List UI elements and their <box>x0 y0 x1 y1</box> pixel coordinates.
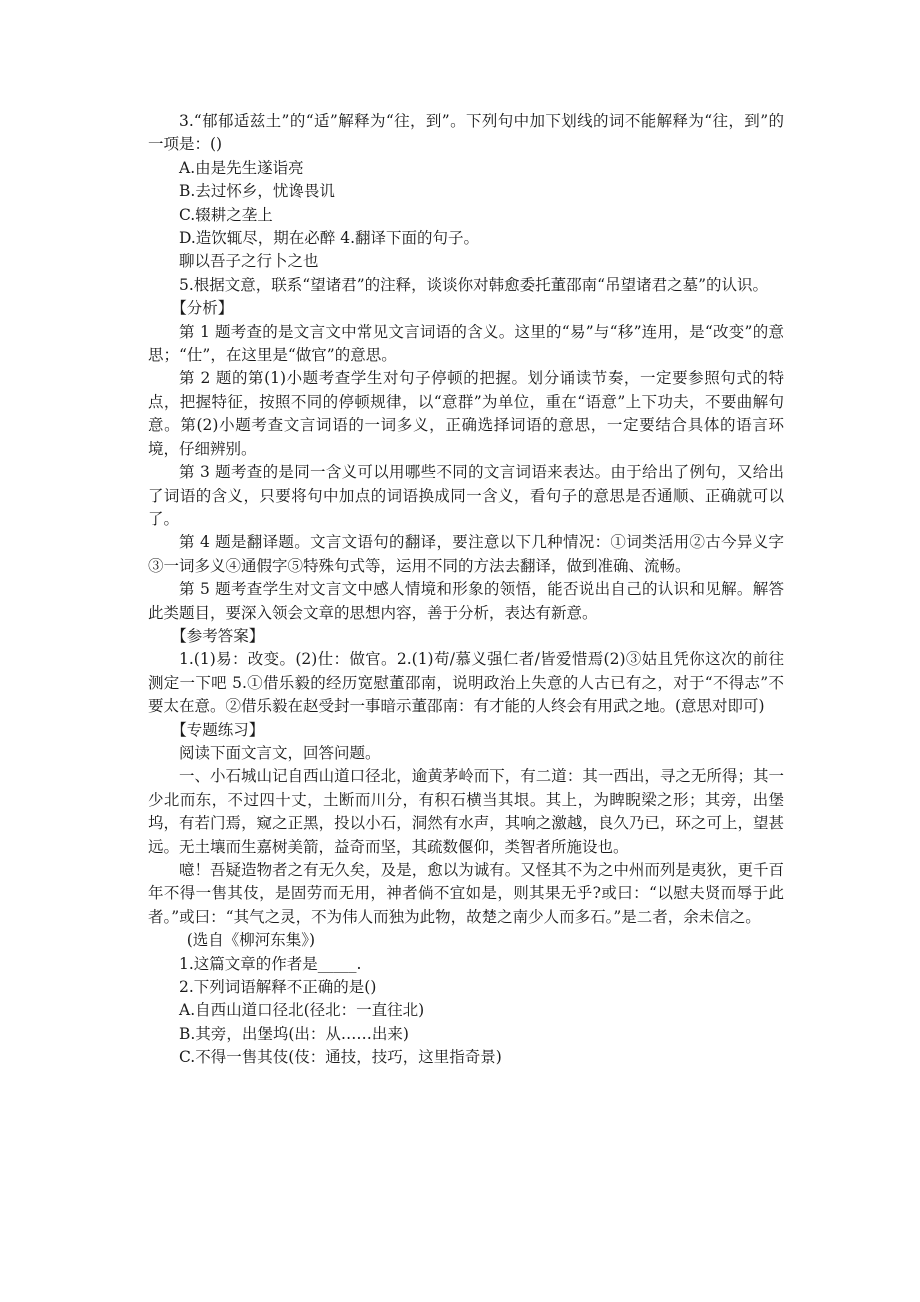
passage-paragraph-2: 噫！吾疑造物者之有无久矣，及是，愈以为诚有。又怪其不为之中州而列是夷狄，更千百年不得一售其伎，是固劳而无用，神者倘不宜如是，则其果无乎?或曰：“以慰夫贤而辱于此者。”或曰：“其气之灵，不为伟人而独为此物，故楚之南少人而多石。”是二者，余未信之。 <box>148 861 784 926</box>
practice-question-2-option-a: A.自西山道口径北(径北：一直往北) <box>179 1001 425 1020</box>
analysis-item-3: 第 3 题考查的是同一含义可以用哪些不同的文言词语来表达。由于给出了例句，又给出了词语的含义，只要将句中加点的词语换成同一含义，看句子的意思是否通顺、正确就可以了。 <box>148 463 784 528</box>
passage-paragraph-1: 一、小石城山记自西山道口径北，逾黄茅岭而下，有二道：其一西出，寻之无所得；其一少北而东，不过四十丈，土断而川分，有积石横当其垠。其上，为睥睨梁之形；其旁，出堡坞，有若门焉，窥之正黑，投以小石，洞然有水声，其响之激越，良久乃已，环之可上，望甚远。无土壤而生嘉树美箭，益奇而坚，其疏数偃仰，类智者所施设也。 <box>148 767 784 856</box>
answer-heading: 【参考答案】 <box>171 626 265 645</box>
practice-question-1: 1.这篇文章的作者是_____. <box>179 954 362 973</box>
practice-heading: 【专题练习】 <box>171 720 265 739</box>
practice-question-2-option-b: B.其旁，出堡坞(出：从……出来) <box>179 1024 409 1043</box>
document-body <box>148 110 784 1070</box>
analysis-item-1: 第 1 题考查的是文言文中常见文言词语的含义。这里的“易”与“移”连用，是“改变”的意思；“仕”，在这里是“做官”的意思。 <box>148 322 784 365</box>
practice-instruction: 阅读下面文言文，回答问题。 <box>179 743 381 762</box>
analysis-item-4: 第 4 题是翻译题。文言文语句的翻译，要注意以下几种情况：①词类活用②古今异义字③一词多义④通假字⑤特殊句式等，运用不同的方法去翻译，做到准确、流畅。 <box>148 533 784 575</box>
question-5-stem: 5.根据文意，联系“望诸君”的注释，谈谈你对韩愈委托董邵南“吊望诸君之墓”的认识。 <box>179 275 768 294</box>
question-3-stem: 3.“郁郁适兹土”的“适”解释为“往，到”。下列句中加下划线的词不能解释为“往，到”的一项是：() <box>148 112 784 154</box>
passage-source: (选自《柳河东集》) <box>186 931 316 950</box>
analysis-item-2: 第 2 题的第(1)小题考查学生对句子停顿的把握。划分诵读节奏，一定要参照句式的特点，把握特征，按照不同的停顿规律，以“意群”为单位，重在“语意”上下功夫，不要曲解句意。第(2)小题考查文言词语的一词多义，正确选择词语的意思，一定要结合具体的语言环境，仔细辨别。 <box>148 369 784 458</box>
question-3-option-a: A.由是先生遂诣亮 <box>179 158 304 177</box>
practice-question-2-option-c: C.不得一售其伎(伎：通技，技巧，这里指奇景) <box>179 1048 502 1067</box>
question-3-option-d-and-question-4: D.造饮辄尽，期在必醉 4.翻译下面的句子。 <box>179 229 480 248</box>
question-4-sentence: 聊以吾子之行卜之也 <box>179 252 319 271</box>
answer-text: 1.(1)易：改变。(2)仕：做官。2.(1)苟/慕义强仁者/皆爱惜焉(2)③姑且凭你这次的前往测定一下吧 5.①借乐毅的经历宽慰董邵南，说明政治上失意的人古已有之，对于“不得志”不要太在意。②借乐毅在赵受封一事暗示董邵南：有才能的人终会有用武之地。(意思对即可) <box>148 650 784 716</box>
practice-question-2: 2.下列词语解释不正确的是() <box>179 978 377 997</box>
analysis-heading: 【分析】 <box>171 299 234 318</box>
question-3-option-b: B.去过怀乡，忧谗畏讥 <box>179 182 335 201</box>
question-3-option-c: C.辍耕之垄上 <box>179 205 273 224</box>
analysis-item-5: 第 5 题考查学生对文言文中感人情境和形象的领悟，能否说出自己的认识和见解。解答此类题目，要深入领会文章的思想内容，善于分析，表达有新意。 <box>148 580 784 622</box>
